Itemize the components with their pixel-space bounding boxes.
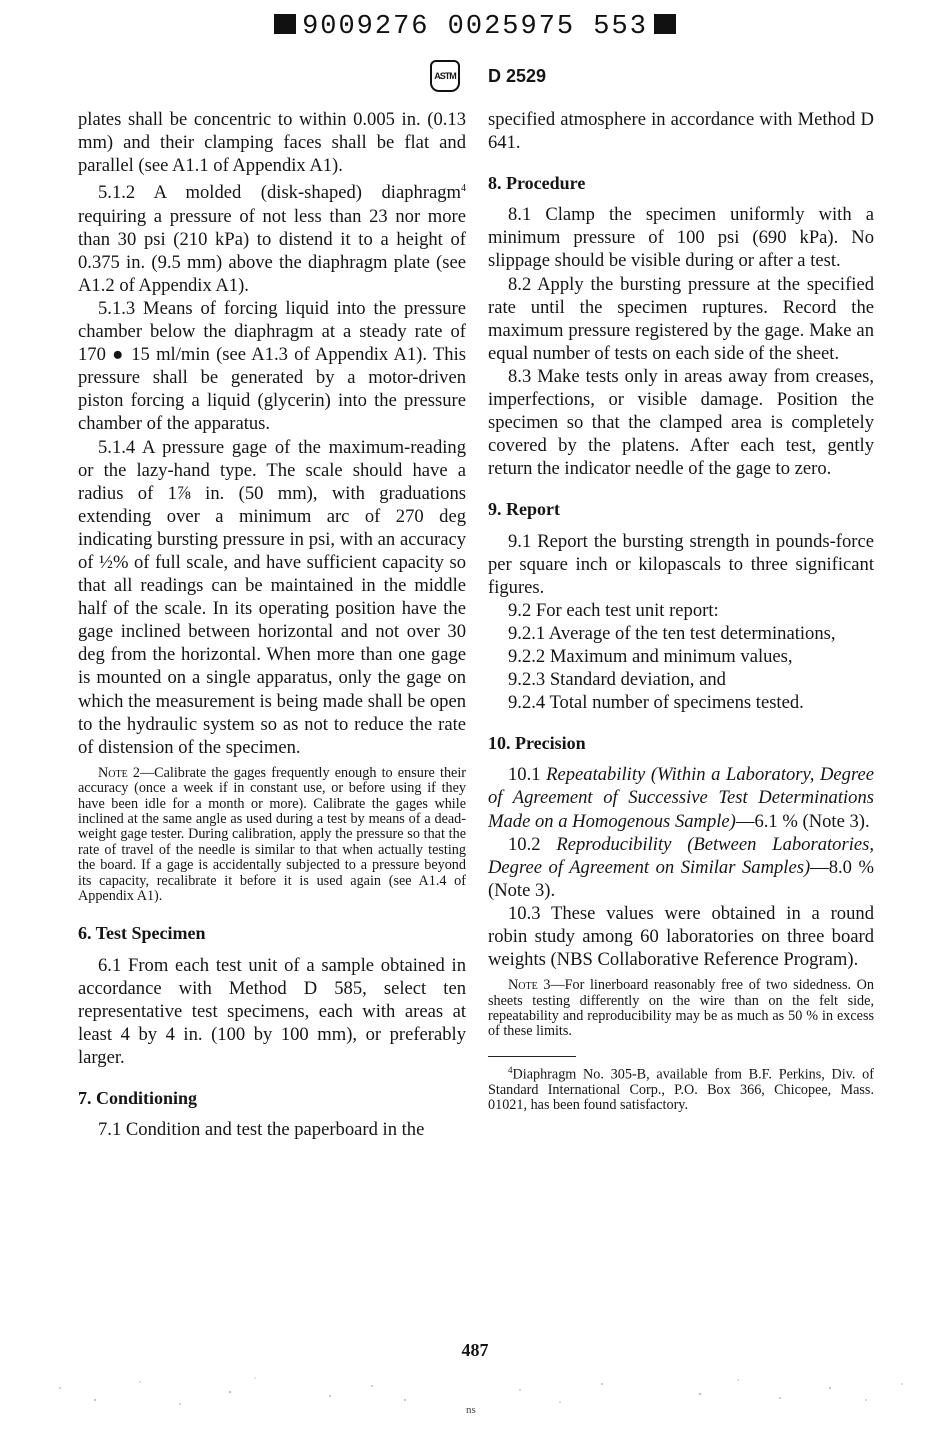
para-10-3: 10.3 These values were obtained in a round robin study among 60 laboratories on three board weights (NBS Collaborative Reference Program).	[488, 902, 874, 971]
para-9-2-3: 9.2.3 Standard deviation, and	[508, 669, 726, 691]
para-8-3: 8.3 Make tests only in areas away from creases, imperfections, or visible damage. Position the specimen so that the clamped area is completely covered by the platens. After each test, gently return the indicator needle of the gage to zero.	[488, 365, 874, 480]
para-5-1-3: 5.1.3 Means of forcing liquid into the pressure chamber below the diaphragm at a steady rate of 170 ● 15 ml/min (see A1.3 of Appendix A1). This pressure shall be generated by a motor-driven piston forcing a liquid (glycerin) into the pressure chamber of the apparatus.	[78, 297, 466, 435]
note-3	[488, 978, 874, 1040]
para-7-1: 7.1 Condition and test the paperboard in the	[98, 1119, 425, 1141]
left-column	[78, 108, 466, 1141]
para-7-1-continued: specified atmosphere in accordance with Method D 641.	[488, 109, 874, 154]
footnote-4	[488, 1063, 874, 1114]
astm-logo: ASTM	[430, 60, 460, 92]
para-10-1-number: 10.1	[508, 764, 547, 786]
barcode-block-right	[654, 14, 676, 34]
header-barcode	[0, 12, 950, 42]
barcode-block-left	[274, 14, 296, 34]
scan-noise	[0, 1370, 950, 1430]
page-number: 487	[461, 1340, 489, 1360]
para-8-1: 8.1 Clamp the specimen uniformly with a minimum pressure of 100 psi (690 kPa). No slippage should be visible during or after a test.	[488, 204, 874, 272]
para-10-1	[488, 763, 874, 832]
footnote-ref-4: 4	[461, 183, 466, 195]
para-5-1-2	[78, 177, 466, 297]
note-2	[78, 766, 466, 905]
footnote-4-mark: 4	[508, 1064, 513, 1075]
para-9-2-4: 9.2.4 Total number of specimens tested.	[508, 692, 804, 714]
para-10-2-number: 10.2	[508, 833, 557, 855]
section-10-heading: 10. Precision	[488, 733, 586, 754]
para-10-1-tail: —6.1 % (Note 3).	[735, 810, 870, 832]
para-6-1: 6.1 From each test unit of a sample obtained in accordance with Method D 585, select ten representative test specimens, each with areas at least 4 by 4 in. (100 by 100 mm), or preferably larger.	[78, 954, 466, 1068]
note-3-text: —For linerboard reasonably free of two sidedness. On sheets testing differently on the wire than on the felt side, repeatability and reproducibility may be as much as 50 % in excess of these limits.	[488, 977, 875, 1040]
para-5-1-1-continued: plates shall be concentric to within 0.005 in. (0.13 mm) and their clamping faces shall be flat and parallel (see A1.1 of Appendix A1).	[78, 109, 466, 177]
footnote-4-text: Diaphragm No. 305-B, available from B.F. Perkins, Div. of Standard International Corp., P.O. Box 366, Chicopee, Mass. 01021, has been found satisfactory.	[488, 1066, 874, 1114]
standard-designation: D 2529	[488, 66, 547, 86]
para-5-1-2-rest: requiring a pressure of not less than 23 nor more than 30 psi (210 kPa) to distend it to a height of 0.375 in. (9.5 mm) above the diaphragm plate (see A1.2 of Appendix A1).	[78, 205, 466, 296]
para-8-2: 8.2 Apply the bursting pressure at the specified rate until the specimen ruptures. Record the maximum pressure registered by the gage. Make an equal number of tests on each side of the sheet.	[488, 273, 874, 364]
note-3-label: Note 3	[508, 977, 551, 994]
para-9-2-2: 9.2.2 Maximum and minimum values,	[508, 645, 793, 667]
para-10-2	[488, 833, 874, 902]
para-5-1-2-start: 5.1.2 A molded (disk-shaped) diaphragm	[98, 182, 461, 204]
scan-tail-mark: ns	[466, 1404, 476, 1416]
section-8-heading: 8. Procedure	[488, 173, 586, 194]
footnote-rule	[488, 1056, 576, 1057]
right-column	[488, 108, 874, 1114]
para-9-2-1: 9.2.1 Average of the ten test determinations,	[508, 622, 836, 644]
barcode-text: 9009276 0025975 553	[302, 12, 648, 42]
section-6-heading: 6. Test Specimen	[78, 923, 206, 944]
para-10-2-italic: Reproducibility (Between Laboratories, Degree of Agreement on Similar Samples)	[488, 833, 874, 878]
para-10-1-italic: Repeatability (Within a Laboratory, Degree of Agreement of Successive Test Determinations Made on a Homogenous Sample)	[488, 764, 874, 832]
para-5-1-4: 5.1.4 A pressure gage of the maximum-reading or the lazy-hand type. The scale should have a radius of 1⅞ in. (50 mm), with graduations extending over a minimum arc of 270 deg indicating bursting pressure in psi, with an accuracy of ½% of full scale, and have sufficient capacity so that all readings can be maintained in the middle half of the scale. In its operating position have the gage inclined between horizontal and not over 30 deg from the horizontal. When more than one gage is mounted on a single apparatus, only the gage on which the measurement is being made shall be open to the hydraulic system so as not to reduce the rate of distension of the specimen.	[78, 436, 466, 758]
note-2-label: Note 2	[98, 764, 140, 781]
note-2-text: —Calibrate the gages frequently enough to ensure their accuracy (once a week if in constant use, or before using if they have been idle for a month or more). Calibrate the gages while inclined at the same angle as used during a test by means of a dead-weight gage tester. During calibration, apply the pressure so that the rate of travel of the needle is similar to that when actually testing the board. If a gage is accidentally subjected to a pressure beyond its capacity, recalibrate it before it is used again (see A1.4 of Appendix A1).	[78, 764, 466, 905]
para-10-2-tail: —8.0 % (Note 3).	[488, 856, 874, 901]
section-9-heading: 9. Report	[488, 499, 560, 520]
para-9-2: 9.2 For each test unit report:	[508, 599, 719, 621]
para-9-1: 9.1 Report the bursting strength in pounds-force per square inch or kilopascals to three significant figures.	[488, 530, 874, 598]
section-7-heading: 7. Conditioning	[78, 1088, 198, 1109]
